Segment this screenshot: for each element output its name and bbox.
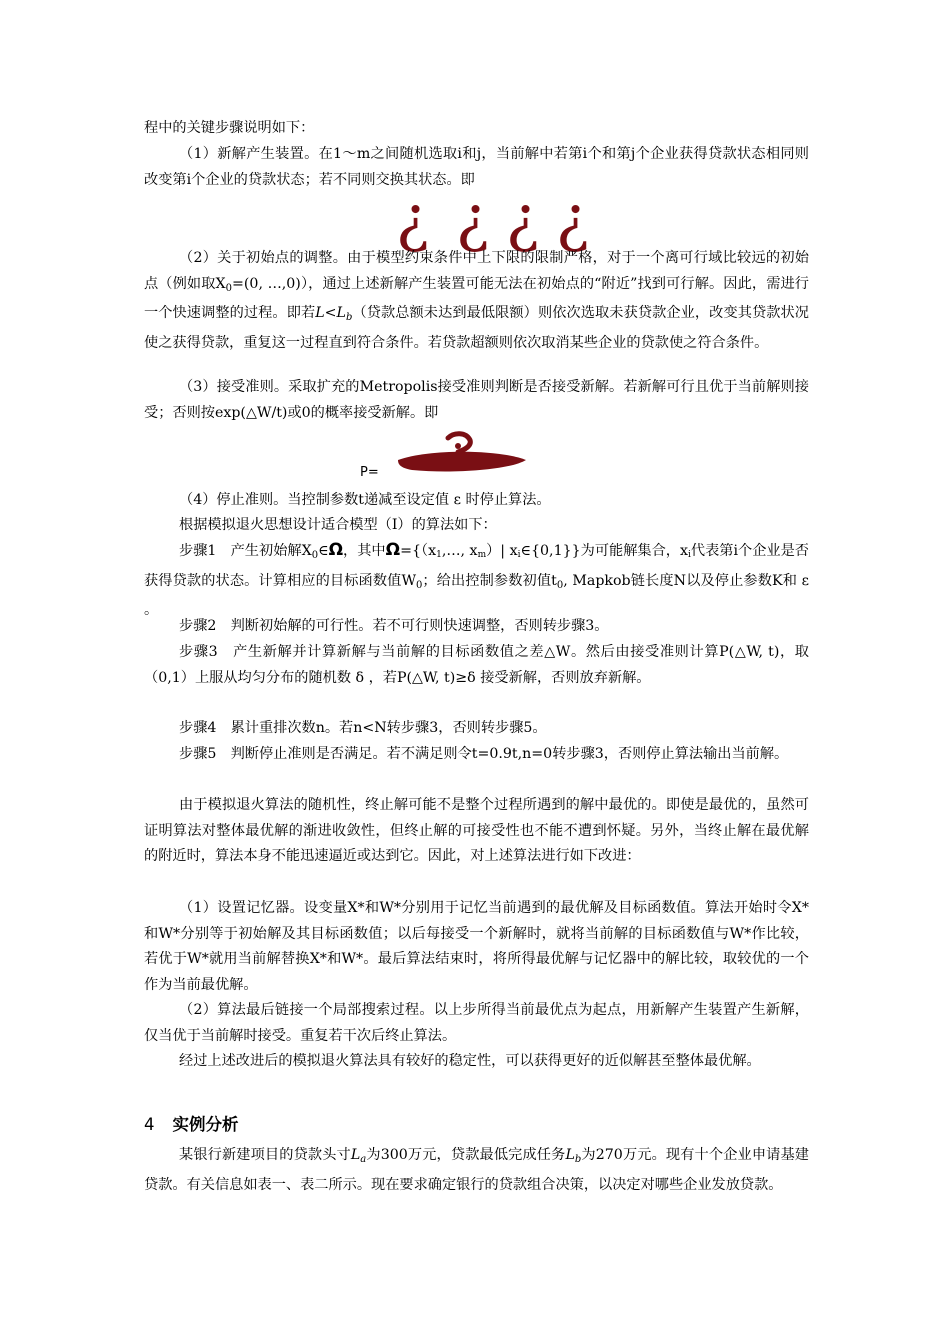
- algo-step2: 步骤2 判断初始解的可行性。若不可行则快速调整，否则转步骤3。: [179, 618, 609, 634]
- step2-text-1: （2）关于初始点的调整。由于模型约束条件中上下限的限制严格，对于一个离可行域比较远的初始点（例如取: [144, 250, 809, 292]
- step2-text-3: （贷款总额未达到最低限额）则依次选取未获贷款企业，改变其贷款状况使之获得贷款，重复这一过程直到符合条件。若贷款超额则依次取消某些企业的贷款使之符合条件。: [144, 305, 809, 351]
- improvement-1: （1）设置记忆器。设变量X*和W*分别用于记忆当前遇到的最优解及目标函数值。算法开始时令X*和W*分别等于初始解及其目标函数值；以后每接受一个新解时，就将当前解的目标函数值与W*作比较，若优于W*就用当前解替换X*和W*。最后算法结束时，将所得最优解与记忆器中的解比较，取较优的一个作为当前最优解。: [144, 900, 809, 993]
- algo-step1-f: ）| x: [486, 543, 518, 559]
- algo-intro: 根据模拟退火思想设计适合模型（Ⅰ）的算法如下：: [179, 517, 497, 533]
- algo-step1-e-sub: m: [477, 550, 487, 560]
- algo-step1-d: ={（x: [400, 543, 437, 559]
- section-4-title: 实例分析: [172, 1115, 239, 1134]
- x0-symbol: X: [215, 275, 226, 292]
- garbled-p-formula-glyph: [392, 430, 532, 478]
- improvement-paragraph: 由于模拟退火算法的随机性，终止解可能不是整个过程所遇到的解中最优的。即使是最优的，虽然可证明算法对整体最优解的渐进收敛性，但终止解的可接受性也不能不遭到怀疑。另外，当终止解在最优解的附近时，算法本身不能迅速逼近或达到它。因此，对上述算法进行如下改进：: [144, 797, 809, 864]
- cond-b-subscript: b: [345, 312, 353, 323]
- algo-step5: 步骤5 判断停止准则是否满足。若不满足则令t=0.9t,n=0转步骤3，否则停止算法输出当前解。: [179, 746, 789, 762]
- algo-step1: [144, 538, 809, 624]
- example-Lb-sub: b: [574, 1154, 582, 1165]
- step3-paragraph: （3）接受准则。采取扩充的Metropolis接受准则判断是否接受新解。若新解可行且优于当前解则接受；否则按exp(△W/t)或0的概率接受新解。即: [144, 379, 809, 421]
- p-formula-label: P=: [360, 465, 379, 480]
- garbled-formula-glyph-4: ¿: [556, 182, 590, 255]
- algo-step1-i: ；给出控制参数初值t: [422, 572, 557, 589]
- algo-step4: 步骤4 累计重排次数n。若n<N转步骤3，否则转步骤5。: [179, 720, 547, 736]
- conclusion-paragraph: 经过上述改进后的模拟退火算法具有较好的稳定性，可以获得更好的近似解甚至整体最优解。: [179, 1053, 761, 1069]
- algo-step1-h: 代表第i个企业是否获得贷款的状态。计算相应的目标函数值W: [144, 543, 809, 589]
- example-paragraph: [144, 1143, 809, 1198]
- garbled-formula-glyph-2: ¿: [456, 182, 490, 255]
- algo-step1-e: ,…, x: [441, 543, 478, 559]
- algo-step1-in: ∈: [318, 543, 329, 559]
- step4-paragraph: （4）停止准则。当控制参数t递减至设定值 ε 时停止算法。: [179, 492, 551, 508]
- example-text-c: 为270万元。现有十个企业申请基建贷款。有关信息如表一、表二所示。现在要求确定银行的贷款组合决策，以决定对哪些企业发放贷款。: [144, 1147, 809, 1193]
- algo-step1-i-sub: 0: [556, 579, 564, 591]
- cond-L: L: [315, 305, 325, 321]
- step1-paragraph: （1）新解产生装置。在1～m之间随机选取i和j，当前解中若第i个和第j个企业获得贷款状态相同则改变第i个企业的贷款状态；若不同则交换其状态。即: [144, 146, 809, 188]
- algo-step1-a-sub: 0: [311, 550, 319, 561]
- intro-line: 程中的关键步骤说明如下：: [144, 120, 315, 136]
- example-Lb: L: [565, 1147, 575, 1163]
- algo-step1-f-sub: i: [517, 550, 521, 560]
- algo-step3: 步骤3 产生新解并计算新解与当前解的目标函数值之差△W。然后由接受准则计算P(△W, t)，取（0,1）上服从均匀分布的随机数 δ ，若P(△W, t)≥δ 接受新解，否则放弃新解。: [144, 644, 809, 686]
- section-4-number: 4: [144, 1115, 155, 1134]
- section-4-heading: [144, 1111, 239, 1135]
- algo-step1-g-sub: i: [688, 550, 691, 560]
- omega-symbol-2: Ω: [385, 540, 401, 560]
- example-text-b: 为300万元，贷款最低完成任务: [366, 1147, 566, 1163]
- garbled-formula-glyph-3: ¿: [506, 182, 540, 255]
- step2-paragraph: [144, 246, 809, 356]
- algo-step1-g: ∈{0,1}}为可能解集合，x: [520, 543, 689, 559]
- example-La: L: [350, 1147, 361, 1163]
- step2-text-2: =(0, …,0)），通过上述新解产生装置可能无法在初始点的“附近”找到可行解。因此，需进行一个快速调整的过程。即若: [144, 275, 809, 321]
- cond-Lb: L: [336, 305, 346, 321]
- omega-symbol-1: Ω: [328, 540, 344, 560]
- x0-subscript: 0: [225, 282, 232, 294]
- algo-step1-d-sub: 1: [436, 550, 442, 560]
- algo-step1-h-sub: 0: [416, 579, 423, 591]
- garbled-formula-glyph-1: ¿: [396, 182, 430, 255]
- algo-step1-c: ，其中: [343, 543, 386, 559]
- algo-step1-j: , Mapkob链长度N以及停止参数K和 ε 。: [144, 572, 809, 618]
- example-La-sub: a: [360, 1154, 367, 1165]
- improvement-2: （2）算法最后链接一个局部搜索过程。以上步所得当前最优点为起点，用新解产生装置产生新解，仅当优于当前解时接受。重复若干次后终止算法。: [144, 1002, 809, 1044]
- example-text-a: 某银行新建项目的贷款头寸: [179, 1147, 351, 1163]
- cond-lt: <: [324, 305, 337, 321]
- algo-step1-a: 步骤1 产生初始解X: [179, 543, 312, 559]
